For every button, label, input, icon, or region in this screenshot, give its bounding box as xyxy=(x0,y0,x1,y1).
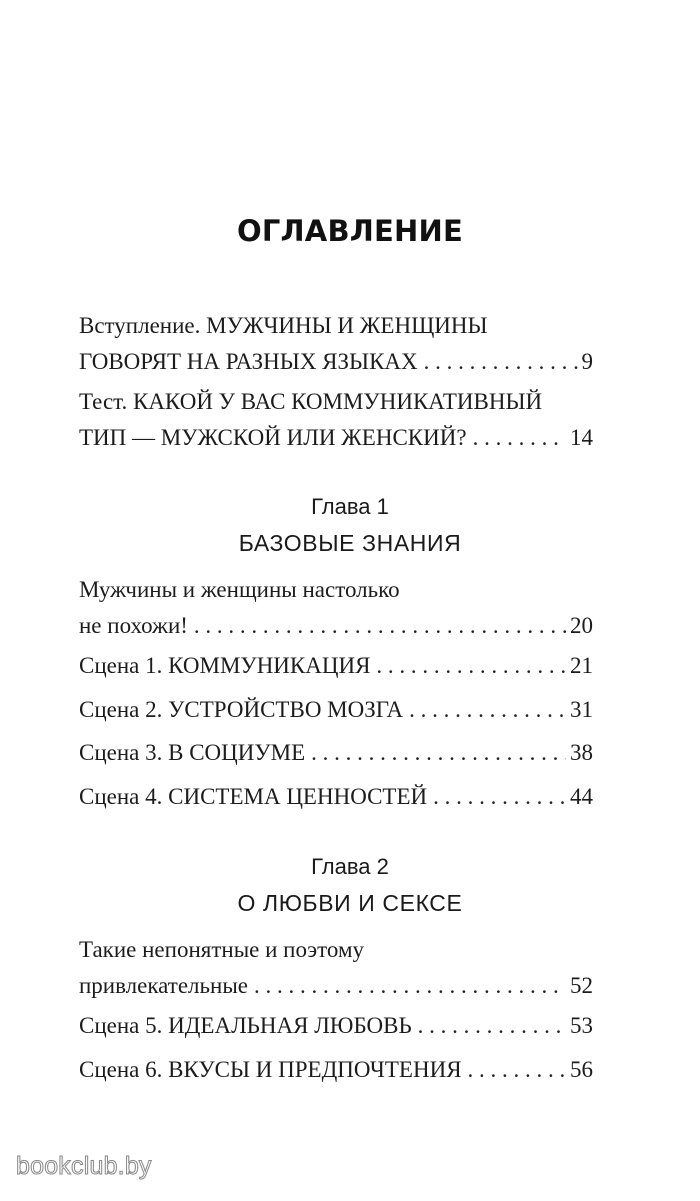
toc-entry-chapter-2-lead xyxy=(79,932,593,1004)
toc-entry-line xyxy=(79,420,593,456)
chapter-2-title: О ЛЮБВИ И СЕКСЕ xyxy=(237,890,463,916)
toc-entry-line xyxy=(79,692,593,728)
toc-entry-text: Сцена 2. УСТРОЙСТВО МОЗГА xyxy=(79,697,404,722)
toc-entry-line xyxy=(79,1052,593,1088)
page-number: 44 xyxy=(570,784,593,809)
toc-entry-line xyxy=(79,572,593,608)
page-number: 31 xyxy=(570,697,593,722)
toc-entry-text: Сцена 4. СИСТЕМА ЦЕННОСТЕЙ xyxy=(79,784,428,809)
dot-leader xyxy=(424,344,578,380)
dot-leader xyxy=(473,420,566,456)
page-number: 38 xyxy=(570,740,593,765)
page-number: 21 xyxy=(570,653,593,678)
toc-entry-chapter-1-lead xyxy=(79,572,593,644)
page-number: 56 xyxy=(570,1057,593,1082)
page-title: ОГЛАВЛЕНИЕ xyxy=(236,214,463,248)
toc-entry-line xyxy=(79,648,593,684)
chapter-1-label: Глава 1 xyxy=(311,494,389,519)
toc-entry-text: Сцена 1. КОММУНИКАЦИЯ xyxy=(79,653,371,678)
toc-entry-test xyxy=(79,384,593,456)
toc-entry-text: Такие непонятные и поэтому xyxy=(79,937,364,962)
toc-entry-text: Сцена 6. ВКУСЫ И ПРЕДПОЧТЕНИЯ xyxy=(79,1057,462,1082)
toc-entry-text: Вступление. МУЖЧИНЫ И ЖЕНЩИНЫ xyxy=(79,313,488,338)
toc-entry-scene-5 xyxy=(79,1008,593,1044)
dot-leader xyxy=(194,608,566,644)
dot-leader xyxy=(468,1052,566,1088)
toc-entry-text: Сцена 3. В СОЦИУМЕ xyxy=(79,740,306,765)
page-number: 9 xyxy=(581,349,593,374)
page-number: 53 xyxy=(570,1013,593,1038)
page-number: 52 xyxy=(570,973,593,998)
toc-entry-scene-3 xyxy=(79,735,593,771)
toc-entry-scene-2 xyxy=(79,692,593,728)
toc-entry-text: не похожи! xyxy=(79,613,188,638)
toc-entry-line xyxy=(79,932,593,968)
toc-entry-line xyxy=(79,308,593,344)
chapter-1-title: БАЗОВЫЕ ЗНАНИЯ xyxy=(238,530,462,556)
dot-leader xyxy=(254,968,566,1004)
toc-entry-line xyxy=(79,344,593,380)
toc-entry-scene-4 xyxy=(79,779,593,815)
toc-entry-text: Сцена 5. ИДЕАЛЬНАЯ ЛЮБОВЬ xyxy=(79,1013,412,1038)
dot-leader xyxy=(433,779,566,815)
toc-entry-intro xyxy=(79,308,593,380)
watermark: bookclub.by xyxy=(16,1152,152,1180)
toc-entry-line xyxy=(79,608,593,644)
page-number: 20 xyxy=(570,613,593,638)
chapter-2-label: Глава 2 xyxy=(311,854,389,879)
toc-entry-line xyxy=(79,968,593,1004)
toc-entry-line xyxy=(79,779,593,815)
dot-leader xyxy=(311,735,566,771)
dot-leader xyxy=(418,1008,566,1044)
toc-entry-scene-6 xyxy=(79,1052,593,1088)
toc-entry-text: ТИП — МУЖСКОЙ ИЛИ ЖЕНСКИЙ? xyxy=(79,425,467,450)
dot-leader xyxy=(409,692,566,728)
toc-entry-text: ГОВОРЯТ НА РАЗНЫХ ЯЗЫКАХ xyxy=(79,349,418,374)
toc-entry-text: Тест. КАКОЙ У ВАС КОММУНИКАТИВНЫЙ xyxy=(79,389,543,414)
toc-entry-text: привлекательные xyxy=(79,973,248,998)
toc-entry-line xyxy=(79,384,593,420)
dot-leader xyxy=(376,648,566,684)
toc-entry-line xyxy=(79,1008,593,1044)
toc-entry-scene-1 xyxy=(79,648,593,684)
toc-entry-line xyxy=(79,735,593,771)
toc-entry-text: Мужчины и женщины настолько xyxy=(79,577,400,602)
page-number: 14 xyxy=(570,425,593,450)
